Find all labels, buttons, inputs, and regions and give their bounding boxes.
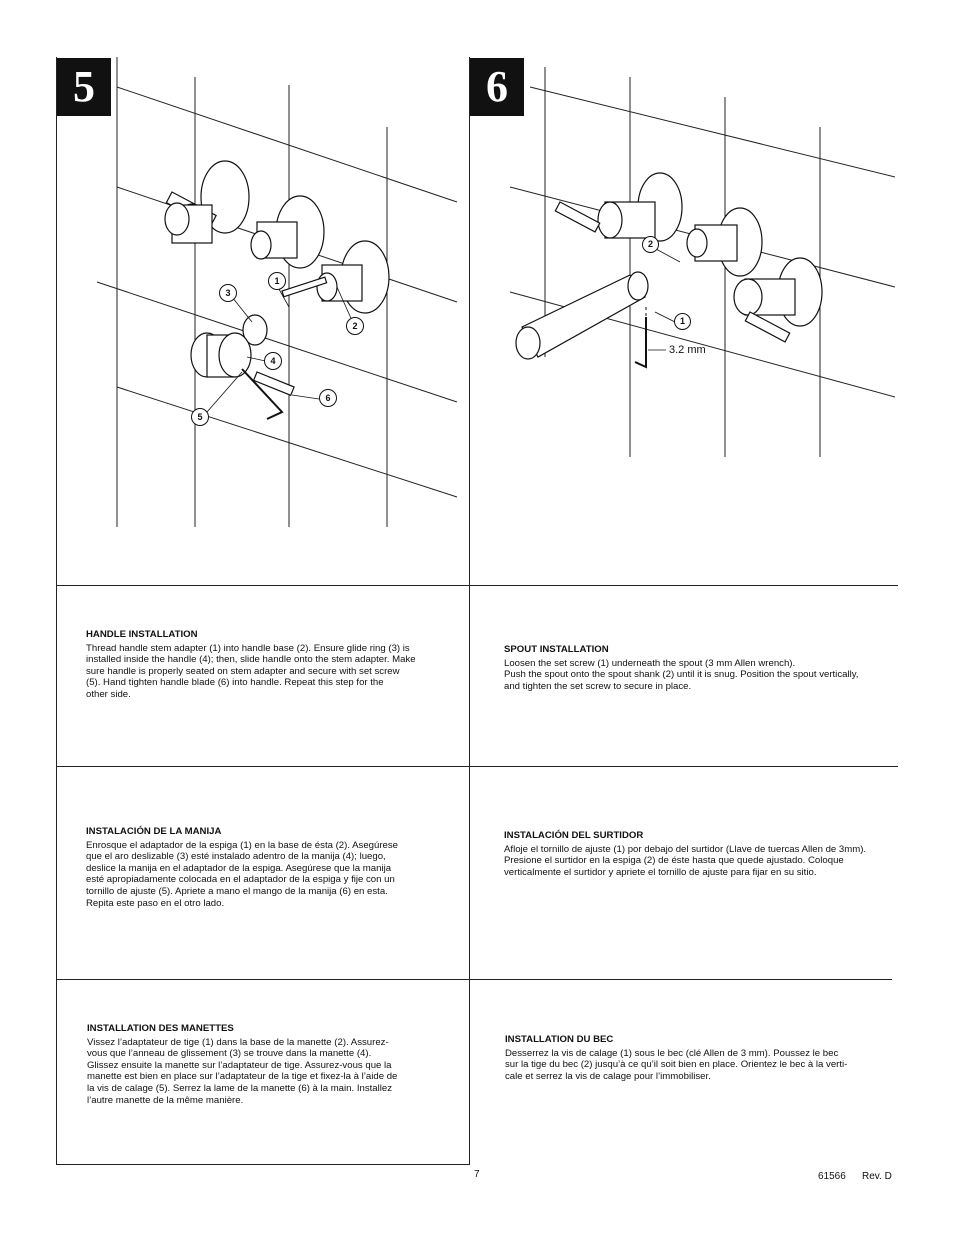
- section-heading: INSTALLATION DES MANETTES: [87, 1023, 234, 1034]
- spout-installation-fr: [505, 1034, 895, 1082]
- section-body: Vissez l’adaptateur de tige (1) dans la base de la manette (2). Assurez- vous que l’anneau de glissement (3) se trouve dans la manette (4). Glissez ensuite la manette sur l’adaptateur de tige. Assurez-vous que la manette est bien en place sur l’adaptateur de la tige et fixez-la à l’aide de la vis de calage (5). Serrez la lame de la manette (6) à la main. Installez l’autre manette de la même manière.: [87, 1036, 398, 1106]
- callout-1: 1: [268, 272, 286, 290]
- spout-installation-en: [504, 644, 894, 692]
- handle-installation-fr: [87, 1023, 457, 1106]
- divider-3: [56, 979, 892, 980]
- revision: Rev. D: [862, 1171, 892, 1182]
- section-body: Enrosque el adaptador de la espiga (1) en la base de ésta (2). Asegúrese que el aro deslizable (3) esté instalado adentro de la manija (4); luego, deslice la manija en el adaptador de la espiga. Asegúrese que la manija esté apropiadamente colocada en el adaptador de la espiga y fije con un tornillo de ajuste (5). Apriete a mano el mango de la manija (6) en esta. Repita este paso en el otro lado.: [86, 839, 399, 909]
- section-heading: INSTALACIÓN DEL SURTIDOR: [504, 830, 644, 841]
- wrench-size-label: 3.2 mm: [669, 344, 706, 356]
- section-body: Thread handle stem adapter (1) into handle base (2). Ensure glide ring (3) is installed inside the handle (4); then, slide handle onto the stem adapter. Make sure handle is properly seated on stem adapter and secure with set screw (5). Hand tighten handle blade (6) into handle. Repeat this step for the other side.: [86, 642, 416, 700]
- page-number: 7: [474, 1169, 480, 1180]
- handle-installation-es: [86, 826, 456, 909]
- section-body: Desserrez la vis de calage (1) sous le bec (clé Allen de 3 mm). Poussez le bec sur la tige du bec (2) jusqu’à ce qu’il soit bien en place. Orientez le bec à la verti- cale et serrez la vis de calage pour l’immobiliser.: [505, 1047, 848, 1082]
- tile-grid: [97, 57, 457, 527]
- section-heading: INSTALACIÓN DE LA MANIJA: [86, 826, 222, 837]
- section-heading: INSTALLATION DU BEC: [505, 1034, 614, 1045]
- divider-1: [56, 585, 898, 586]
- section-body: Afloje el tornillo de ajuste (1) por debajo del surtidor (Llave de tuercas Allen de 3mm). Presione el surtidor en la espiga (2) de éste hasta que quede ajustado. Coloque verticalmente el surtidor y apriete el tornillo de ajuste para fijar en su sitio.: [504, 843, 867, 878]
- spout-installation-es: [504, 830, 899, 878]
- bottom-border: [56, 1164, 469, 1165]
- callout-5: 5: [191, 408, 209, 426]
- divider-2: [56, 766, 898, 767]
- tile-grid: [510, 67, 895, 457]
- step-number-6: 6: [470, 58, 524, 116]
- callout-spout-2: 2: [642, 236, 659, 253]
- doc-number: 61566: [818, 1171, 846, 1182]
- callout-4: 4: [264, 352, 282, 370]
- section-heading: HANDLE INSTALLATION: [86, 629, 198, 640]
- callout-2: 2: [346, 317, 364, 335]
- callout-spout-1: 1: [674, 313, 691, 330]
- section-heading: SPOUT INSTALLATION: [504, 644, 609, 655]
- section-body: Loosen the set screw (1) underneath the spout (3 mm Allen wrench). Push the spout onto the spout shank (2) until it is snug. Position the spout vertically, and tighten the set screw to secure in place.: [504, 657, 859, 692]
- callout-6: 6: [319, 389, 337, 407]
- callout-3: 3: [219, 284, 237, 302]
- step-number-5: 5: [57, 58, 111, 116]
- handle-installation-figure: [57, 57, 467, 527]
- handle-installation-en: [86, 629, 456, 701]
- spout-installation-figure: [470, 57, 895, 467]
